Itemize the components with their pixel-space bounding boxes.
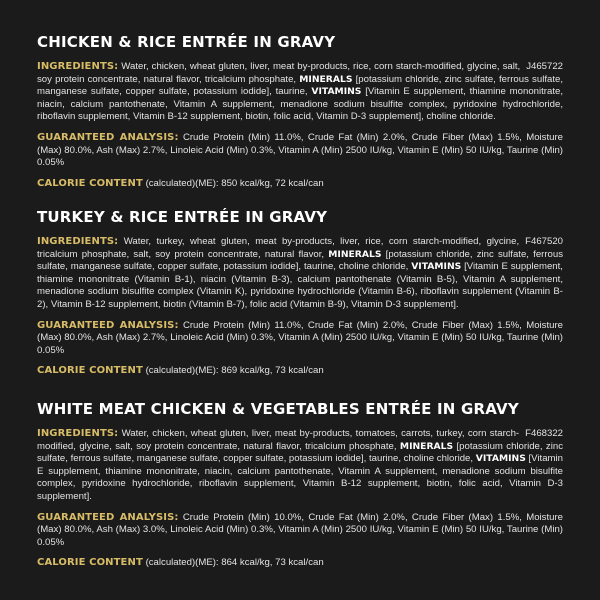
product-section-chicken-rice (37, 33, 563, 190)
ingredients-text: Water, chicken, wheat gluten, liver, meat by-products, rice, corn starch-modified, glycine, salt, soy protein concentrate, natural flavor, tricalcium phosphate, (37, 61, 521, 85)
minerals-text: [potassium chloride, zinc sulfate, ferrous sulfate, manganese sulfate, copper sulfate, potassium iodide], taurine, choline chloride, (37, 440, 563, 465)
guaranteed-analysis-paragraph (37, 132, 563, 170)
minerals-label: MINERALS (399, 440, 454, 452)
product-section-turkey-rice (37, 208, 563, 378)
calorie-content-paragraph (37, 178, 563, 191)
guaranteed-analysis-label: GUARANTEED ANALYSIS: (37, 131, 179, 143)
vitamins-label: VITAMINS (311, 86, 362, 98)
minerals-label: MINERALS (299, 73, 353, 85)
calorie-content-label: CALORIE CONTENT (37, 365, 143, 377)
calorie-content-label: CALORIE CONTENT (37, 177, 143, 189)
guaranteed-analysis-label: GUARANTEED ANALYSIS: (37, 319, 179, 331)
product-code: J465722 (526, 61, 563, 72)
calorie-content-text: (calculated)(ME): 850 kcal/kg, 72 kcal/can (145, 177, 324, 189)
vitamins-text: [Vitamin E supplement, thiamine mononitrate, niacin, calcium pantothenate, Vitamin A supplement, menadione sodium bisulfite complex, pyridoxine hydrochloride, riboflavin supplement, Vitamin B-12 supplement, biotin, folic acid, Vitamin D-3 supplement], choline chloride. (37, 86, 563, 123)
ingredients-text: Water, chicken, wheat gluten, liver, meat by-products, tomatoes, carrots, turkey, corn starch-modified, glycine, salt, soy protein concentrate, natural flavor, tricalcium phosphate, (37, 428, 520, 452)
minerals-text: [potassium chloride, zinc sulfate, ferrous sulfate, manganese sulfate, copper sulfate, potassium iodide], taurine, (37, 73, 563, 98)
calorie-content-paragraph (37, 557, 563, 570)
calorie-content-label: CALORIE CONTENT (37, 557, 143, 569)
guaranteed-analysis-paragraph (37, 320, 563, 358)
product-title: WHITE MEAT CHICKEN & VEGETABLES ENTRÉE IN GRAVY (37, 400, 519, 418)
ingredients-label: INGREDIENTS: (37, 236, 119, 247)
calorie-content-paragraph (37, 365, 563, 378)
guaranteed-analysis-text: Crude Protein (Min) 10.0%, Crude Fat (Min) 2.0%, Crude Fiber (Max) 1.5%, Moisture (Max) 80.0%, Ash (Max) 3.0%, Linoleic Acid (Min) 0.3%, Vitamin A (Min) 2500 IU/kg, Vitamin E (Min) 50 IU/kg, Taurine (Min) 0.05% (37, 511, 563, 548)
vitamins-text: [Vitamin E supplement, thiamine mononitrate (Vitamin B-1), niacin (Vitamin B-3), calcium pantothenate (Vitamin B-5), Vitamin A supplement, menadione sodium bisulfite complex (Vitamin K), pyridoxine hydrochloride (Vitamin B-6), riboflavin supplement (Vitamin B-2), Vitamin B-12 supplement, biotin (Vitamin B-7), folic acid (Vitamin B-9), Vitamin D-3 supplement]. (37, 261, 563, 310)
ingredients-text: Water, turkey, wheat gluten, meat by-products, liver, rice, corn starch-modified, glycine, tricalcium phosphate, salt, soy protein concentrate, natural flavor, (37, 236, 520, 260)
minerals-text: [potassium chloride, zinc sulfate, ferrous sulfate, manganese sulfate, copper sulfate, potassium iodide], taurine, choline chloride, (37, 248, 564, 273)
ingredients-label: INGREDIENTS: (37, 428, 119, 439)
guaranteed-analysis-paragraph (37, 512, 563, 550)
ingredients-label: INGREDIENTS: (37, 61, 119, 72)
minerals-label: MINERALS (328, 248, 382, 260)
ingredients-paragraph (37, 236, 563, 312)
guaranteed-analysis-label: GUARANTEED ANALYSIS: (37, 511, 179, 523)
calorie-content-text: (calculated)(ME): 869 kcal/kg, 73 kcal/can (145, 365, 324, 377)
product-code: F468322 (525, 428, 563, 439)
calorie-content-text: (calculated)(ME): 864 kcal/kg, 73 kcal/can (145, 557, 324, 569)
ingredients-paragraph (37, 428, 563, 504)
vitamins-label: VITAMINS (475, 453, 526, 465)
ingredients-paragraph (37, 61, 563, 124)
guaranteed-analysis-text: Crude Protein (Min) 11.0%, Crude Fat (Min) 2.0%, Crude Fiber (Max) 1.5%, Moisture (Max) 80.0%, Ash (Max) 2.7%, Linoleic Acid (Min) 0.3%, Vitamin A (Min) 2500 IU/kg, Vitamin E (Min) 50 IU/kg, Taurine (Min) 0.05% (37, 131, 563, 169)
guaranteed-analysis-text: Crude Protein (Min) 11.0%, Crude Fat (Min) 2.0%, Crude Fiber (Max) 1.5%, Moisture (Max) 80.0%, Ash (Max) 2.7%, Linoleic Acid (Min) 0.3%, Vitamin A (Min) 2500 IU/kg, Vitamin E (Min) 50 IU/kg, Taurine (Min) 0.05% (37, 319, 563, 356)
product-section-white-meat-chicken-vegetables (37, 400, 563, 570)
vitamins-label: VITAMINS (411, 261, 462, 273)
vitamins-text: [Vitamin E supplement, thiamine mononitrate, niacin, calcium pantothenate, Vitamin A supplement, menadione sodium bisulfite complex, pyridoxine hydrochloride, riboflavin supplement, Vitamin B-12 supplement, biotin, folic acid, Vitamin D-3 supplement]. (37, 453, 563, 502)
product-title: TURKEY & RICE ENTRÉE IN GRAVY (37, 208, 328, 226)
product-code: F467520 (525, 236, 563, 247)
product-title: CHICKEN & RICE ENTRÉE IN GRAVY (37, 33, 336, 51)
